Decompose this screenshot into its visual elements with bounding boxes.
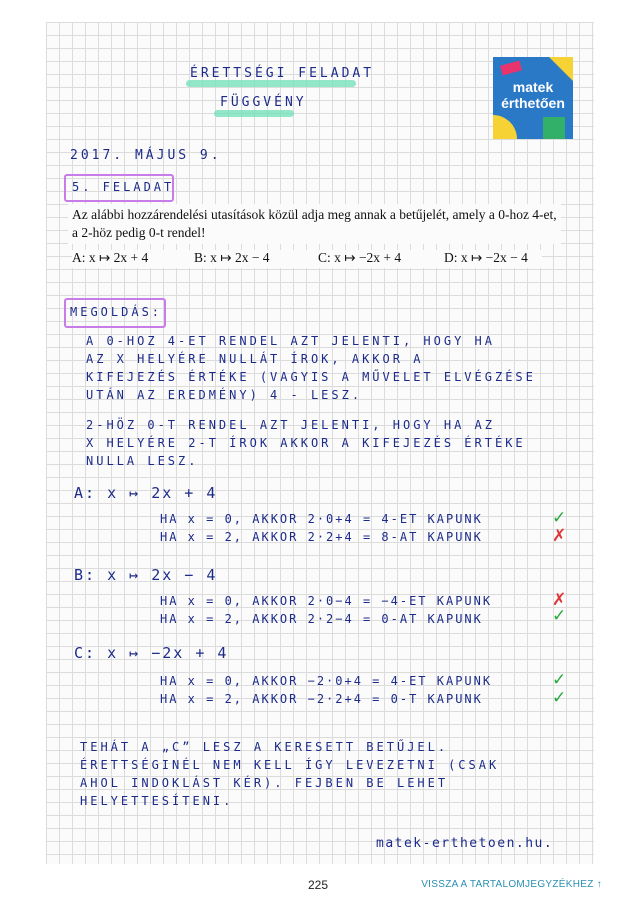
- answer-options: [72, 250, 542, 268]
- para1-line-1: A 0-HOZ 4-ET RENDEL AZT JELENTI, HOGY HA: [86, 334, 495, 348]
- problem-text-line-1: Az alábbi hozzárendelési utasítások közül adja meg annak a betűjelét, amely a 0-hoz 4-et,: [72, 207, 557, 222]
- conclusion-line-3: AHOL INDOKLÁST KÉR). FEJBEN BE LEHET: [80, 776, 449, 790]
- case-c-line-2: HA x = 2, AKKOR −2·2+4 = 0-T KAPUNK: [160, 692, 483, 706]
- page-subtitle: FÜGGVÉNY: [220, 95, 307, 110]
- para2-line-1: 2-HÖZ 0-T RENDEL AZT JELENTI, HOGY HA AZ: [86, 418, 495, 432]
- subtitle-highlight: [214, 110, 294, 117]
- option-c: C: x ↦ −2x + 4: [318, 250, 402, 265]
- para1-line-4: UTÁN AZ EREDMÉNY) 4 - LESZ.: [86, 388, 363, 402]
- conclusion-line-4: HELYETTESÍTENI.: [80, 794, 234, 808]
- check-icon: ✓: [552, 670, 567, 690]
- case-b-line-1: HA x = 0, AKKOR 2·0−4 = −4-ET KAPUNK: [160, 594, 493, 608]
- para2-line-3: NULLA LESZ.: [86, 454, 199, 468]
- title-highlight: [186, 80, 356, 87]
- cross-icon: ✗: [552, 590, 567, 610]
- case-c-label: C: x ↦ −2x + 4: [74, 644, 229, 662]
- back-to-toc-link[interactable]: VISSZA A TARTALOMJEGYZÉKHEZ ↑: [421, 879, 602, 890]
- conclusion-line-2: ÉRETTSÉGINÉL NEM KELL ÍGY LEVEZETNI (CSAK: [80, 758, 500, 772]
- check-icon: ✓: [552, 606, 567, 626]
- conclusion-line-1: TEHÁT A „C” LESZ A KERESETT BETŰJEL.: [80, 740, 449, 754]
- check-icon: ✓: [552, 688, 567, 708]
- logo-line-1: matek: [512, 79, 554, 95]
- exam-date: 2017. MÁJUS 9.: [70, 148, 222, 163]
- signature: matek-erthetoen.hu.: [376, 836, 554, 851]
- case-a-line-1: HA x = 0, AKKOR 2·0+4 = 4-ET KAPUNK: [160, 512, 483, 526]
- cross-icon: ✗: [552, 526, 567, 546]
- case-b-line-2: HA x = 2, AKKOR 2·2−4 = 0-AT KAPUNK: [160, 612, 483, 626]
- para1-line-2: AZ X HELYÉRE NULLÁT ÍROK, AKKOR A: [86, 352, 424, 366]
- matek-erthetoen-logo: [493, 57, 573, 139]
- case-b-label: B: x ↦ 2x − 4: [74, 566, 218, 584]
- para2-line-2: X HELYÉRE 2-T ÍROK AKKOR A KIFEJEZÉS ÉRTÉKE: [86, 436, 526, 450]
- case-c-line-1: HA x = 0, AKKOR −2·0+4 = 4-ET KAPUNK: [160, 674, 493, 688]
- case-a-label: A: x ↦ 2x + 4: [74, 484, 218, 502]
- page-title: ÉRETTSÉGI FELADAT: [190, 66, 375, 81]
- page-number: 225: [307, 878, 329, 892]
- solution-label: MEGOLDÁS:: [70, 305, 163, 319]
- option-b: B: x ↦ 2x − 4: [194, 250, 270, 265]
- case-a-line-2: HA x = 2, AKKOR 2·2+4 = 8-AT KAPUNK: [160, 530, 483, 544]
- option-d: D: x ↦ −2x − 4: [444, 250, 528, 265]
- task-label: 5. FELADAT: [72, 180, 175, 194]
- option-a: A: x ↦ 2x + 4: [72, 250, 149, 265]
- para1-line-3: KIFEJEZÉS ÉRTÉKE (VAGYIS A MŰVELET ELVÉGZÉSE: [86, 370, 536, 384]
- problem-text: [68, 204, 561, 244]
- problem-text-line-2: a 2-höz pedig 0-t rendel!: [72, 225, 206, 240]
- check-icon: ✓: [552, 508, 567, 528]
- logo-line-2: érthetően: [501, 95, 565, 111]
